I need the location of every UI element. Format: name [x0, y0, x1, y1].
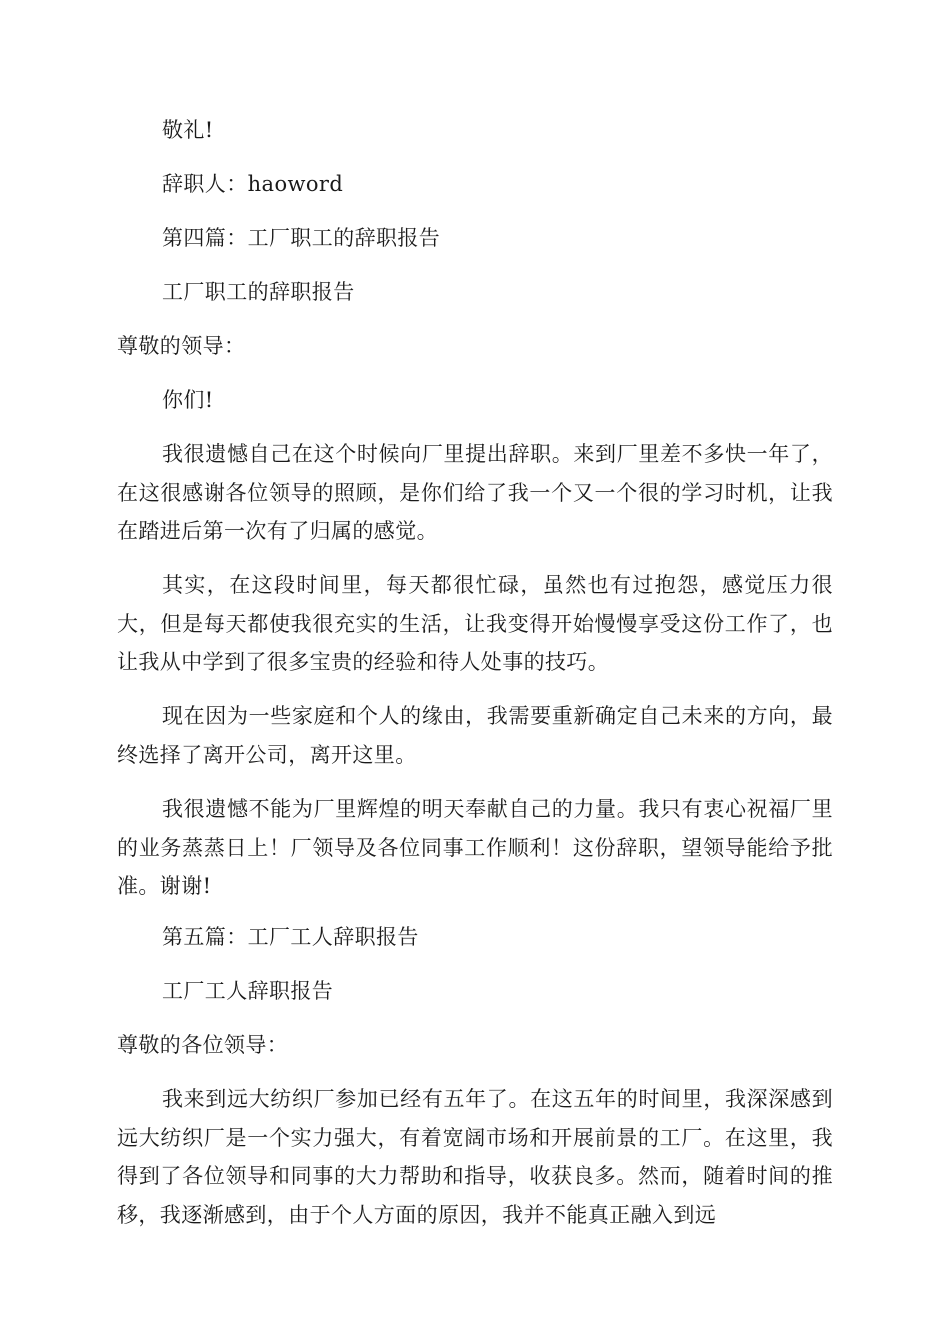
body-paragraph-2: 其实，在这段时间里，每天都很忙碌，虽然也有过抱怨，感觉压力很大，但是每天都使我很充实的生活，让我变得开始慢慢享受这份工作了，也让我从中学到了很多宝贵的经验和待人处事的技巧。	[117, 573, 833, 674]
section-heading-4: 第四篇：工厂职工的辞职报告	[162, 226, 441, 250]
letter-title-4: 工厂职工的辞职报告	[162, 280, 355, 304]
greeting-4: 尊敬的领导：	[117, 334, 246, 358]
body-paragraph-4: 我很遗憾不能为厂里辉煌的明天奉献自己的力量。我只有衷心祝福厂里的业务蒸蒸日上！厂领导及各位同事工作顺利！这份辞职，望领导能给予批准。谢谢!	[117, 797, 833, 898]
signature-line: 辞职人：haoword	[162, 172, 344, 196]
closing-salutation: 敬礼!	[162, 118, 214, 142]
body-paragraph-3: 现在因为一些家庭和个人的缘由，我需要重新确定自己未来的方向，最终选择了离开公司，离开这里。	[117, 704, 833, 767]
letter-title-5: 工厂工人辞职报告	[162, 979, 334, 1003]
greeting-line-4: 你们!	[162, 388, 214, 412]
body-paragraph-5: 我来到远大纺织厂参加已经有五年了。在这五年的时间里，我深深感到远大纺织厂是一个实力强大，有着宽阔市场和开展前景的工厂。在这里，我得到了各位领导和同事的大力帮助和指导，收获良多。然而，随着时间的推移，我逐渐感到，由于个人方面的原因，我并不能真正融入到远	[117, 1087, 833, 1227]
body-paragraph-1: 我很遗憾自己在这个时候向厂里提出辞职。来到厂里差不多快一年了，在这很感谢各位领导的照顾，是你们给了我一个又一个很的学习时机，让我在踏进后第一次有了归属的感觉。	[117, 442, 833, 543]
section-heading-5: 第五篇：工厂工人辞职报告	[162, 925, 419, 949]
greeting-5: 尊敬的各位领导：	[117, 1033, 289, 1057]
